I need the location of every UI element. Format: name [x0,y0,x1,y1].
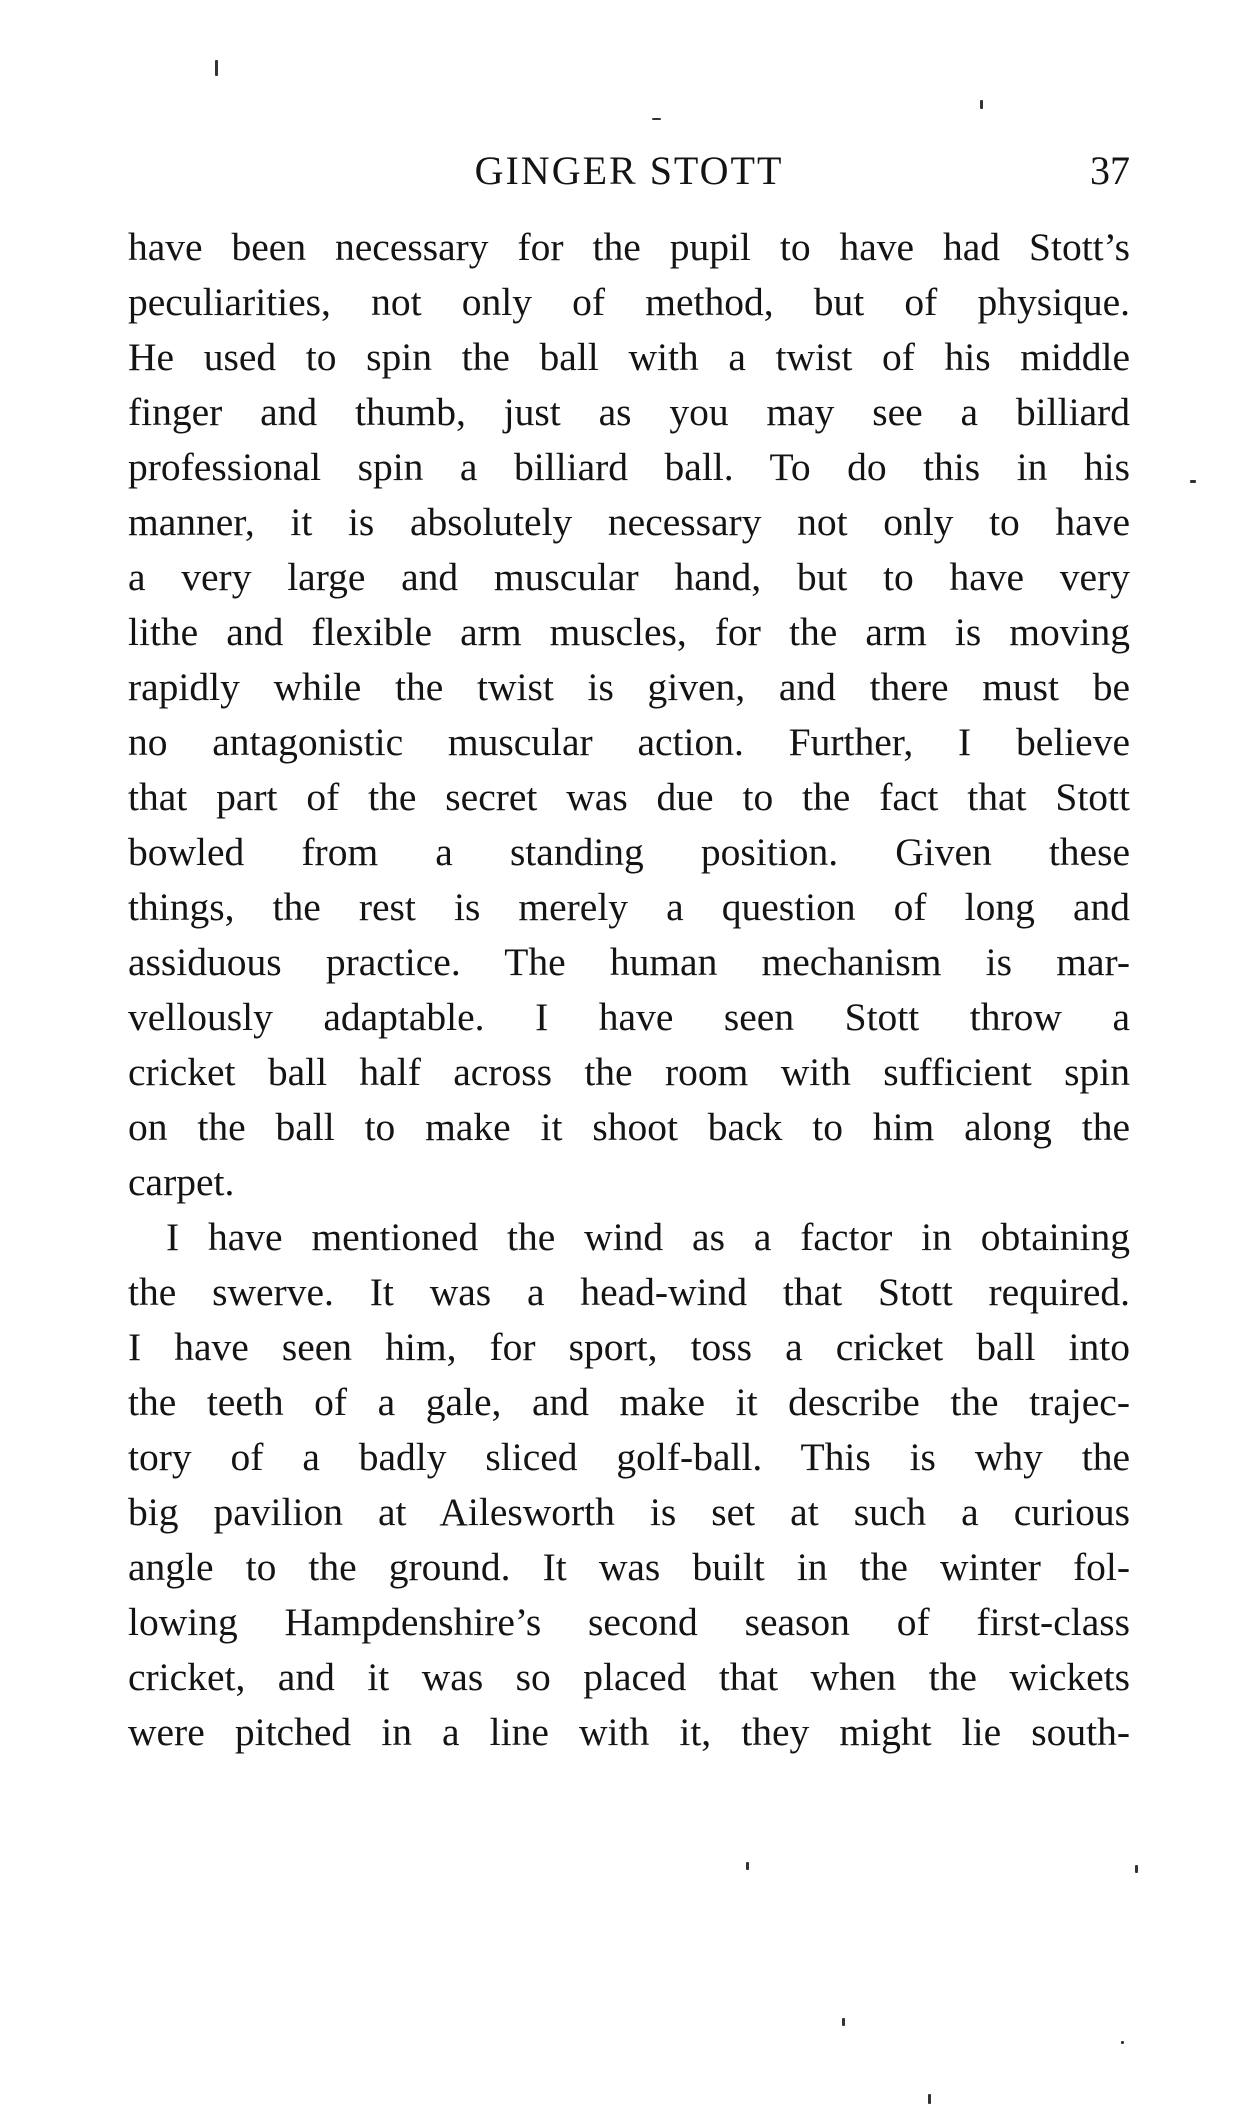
text-line: tory of a badly sliced golf-ball. This is why the [128,1435,1130,1479]
text-line: big pavilion at Ailesworth is set at such a curious [128,1490,1130,1534]
text-line: vellously adaptable. I have seen Stott throw a [128,995,1130,1039]
text-line: peculiarities, not only of method, but of physique. [128,280,1130,324]
running-head [128,146,1130,196]
text-line: were pitched in a line with it, they might lie south- [128,1710,1130,1754]
scan-mark [928,2094,931,2104]
text-line: cricket ball half across the room with sufficient spin [128,1050,1130,1094]
scan-mark [1190,480,1196,483]
text-line: lowing Hampdenshire’s second season of first-class [128,1600,1130,1644]
body-text [128,220,1130,1760]
paragraph-1 [128,220,1130,1210]
text-line: the swerve. It was a head-wind that Stott required. [128,1270,1130,1314]
text-line: cricket, and it was so placed that when the wickets [128,1655,1130,1699]
text-line: things, the rest is merely a question of long and [128,885,1130,929]
scan-mark [746,1862,749,1870]
scan-mark [842,2018,845,2026]
paragraph-2 [128,1210,1130,1760]
text-line: no antagonistic muscular action. Further, I believe [128,720,1130,764]
running-title: GINGER STOTT [474,148,784,193]
page-number: 37 [1090,148,1130,193]
scan-mark [1135,1865,1138,1873]
text-line: a very large and muscular hand, but to have very [128,555,1130,599]
text-line: He used to spin the ball with a twist of his middle [128,335,1130,379]
text-line: the teeth of a gale, and make it describe the trajec- [128,1380,1130,1424]
text-line: have been necessary for the pupil to have had Stott’s [128,225,1130,269]
text-line: lithe and flexible arm muscles, for the arm is moving [128,610,1130,654]
text-line: I have mentioned the wind as a factor in obtaining [166,1215,1130,1259]
text-line: finger and thumb, just as you may see a billiard [128,390,1130,434]
text-line: on the ball to make it shoot back to him along the [128,1105,1130,1149]
scan-mark [215,60,218,76]
text-line: carpet. [128,1160,235,1204]
text-line: angle to the ground. It was built in the winter fol- [128,1545,1130,1589]
text-line: I have seen him, for sport, toss a cricket ball into [128,1325,1130,1369]
scan-mark [980,100,983,109]
scan-mark [652,118,661,120]
text-line: manner, it is absolutely necessary not only to have [128,500,1130,544]
text-line: that part of the secret was due to the fact that Stott [128,775,1130,819]
text-line: rapidly while the twist is given, and there must be [128,665,1130,709]
scan-mark [1121,2041,1124,2044]
text-line: bowled from a standing position. Given these [128,830,1130,874]
text-line: professional spin a billiard ball. To do this in his [128,445,1130,489]
text-line: assiduous practice. The human mechanism is mar- [128,940,1130,984]
